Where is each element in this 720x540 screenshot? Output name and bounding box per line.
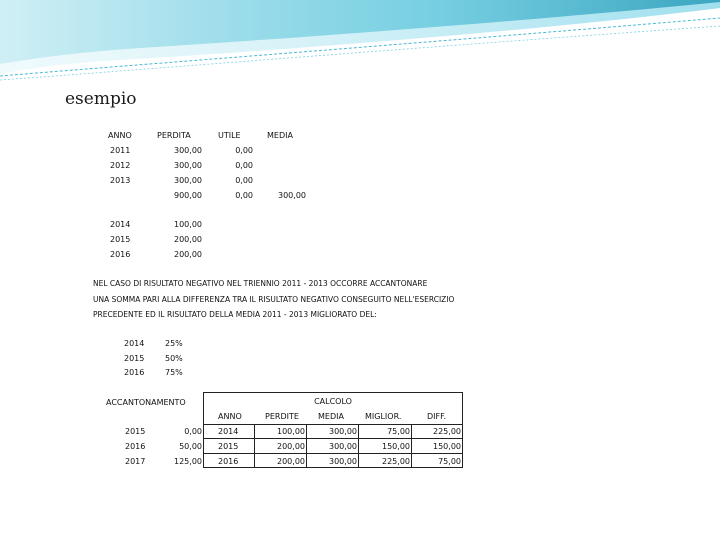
accantonamento-valore: 0,00 [184, 427, 202, 436]
calcolo-cell-anno: 2015 [218, 442, 239, 451]
calcolo-cell-anno: 2014 [218, 427, 239, 436]
calcolo-title: CALCOLO [314, 397, 352, 406]
header-media: MEDIA [267, 131, 293, 140]
accantonamento-valore: 125,00 [174, 457, 202, 466]
slide-title: esempio [65, 89, 137, 109]
pct-anno: 2015 [124, 354, 145, 363]
total-media: 300,00 [278, 191, 306, 200]
header-anno: ANNO [108, 131, 132, 140]
row-divider [203, 453, 463, 454]
calcolo-header-diff: DIFF. [427, 412, 446, 421]
column-divider [358, 424, 359, 468]
calcolo-cell-media: 300,00 [329, 457, 357, 466]
row-divider [203, 438, 463, 439]
list-item-valore: 200,00 [174, 235, 202, 244]
accantonamento-valore: 50,00 [179, 442, 202, 451]
accantonamento-anno: 2017 [125, 457, 146, 466]
accantonamento-anno: 2016 [125, 442, 146, 451]
total-utile: 0,00 [235, 191, 253, 200]
calcolo-cell-perdite: 100,00 [277, 427, 305, 436]
list-item-anno: 2016 [110, 250, 131, 259]
table-row-utile: 0,00 [235, 146, 253, 155]
list-item-valore: 100,00 [174, 220, 202, 229]
row-divider [203, 424, 463, 425]
calcolo-cell-diff: 75,00 [438, 457, 461, 466]
calcolo-cell-anno: 2016 [218, 457, 239, 466]
calcolo-cell-miglior: 75,00 [387, 427, 410, 436]
note-line: NEL CASO DI RISULTATO NEGATIVO NEL TRIENNIO 2011 - 2013 OCCORRE ACCANTONARE [93, 279, 428, 288]
pct-value: 50% [165, 354, 183, 363]
pct-value: 25% [165, 339, 183, 348]
table-row-utile: 0,00 [235, 161, 253, 170]
note-line: UNA SOMMA PARI ALLA DIFFERENZA TRA IL RISULTATO NEGATIVO CONSEGUITO NELL'ESERCIZIO [93, 295, 455, 304]
calcolo-cell-diff: 225,00 [433, 427, 461, 436]
list-item-anno: 2014 [110, 220, 131, 229]
list-item-anno: 2015 [110, 235, 131, 244]
accantonamento-anno: 2015 [125, 427, 146, 436]
column-divider [411, 424, 412, 468]
pct-anno: 2016 [124, 368, 145, 377]
column-divider [306, 424, 307, 468]
header-utile: UTILE [218, 131, 241, 140]
table-row-perdita: 300,00 [174, 146, 202, 155]
calcolo-cell-perdite: 200,00 [277, 442, 305, 451]
table-row-perdita: 300,00 [174, 161, 202, 170]
note-line: PRECEDENTE ED IL RISULTATO DELLA MEDIA 2011 - 2013 MIGLIORATO DEL: [93, 310, 377, 319]
header-wave-decoration [0, 0, 720, 90]
calcolo-header-media: MEDIA [318, 412, 344, 421]
calcolo-header-perdite: PERDITE [265, 412, 299, 421]
header-perdita: PERDITA [157, 131, 191, 140]
calcolo-cell-miglior: 150,00 [382, 442, 410, 451]
list-item-valore: 200,00 [174, 250, 202, 259]
pct-anno: 2014 [124, 339, 145, 348]
accantonamento-label: ACCANTONAMENTO [106, 398, 186, 407]
table-row-anno: 2011 [110, 146, 131, 155]
calcolo-header-anno: ANNO [218, 412, 242, 421]
calcolo-cell-diff: 150,00 [433, 442, 461, 451]
calcolo-cell-media: 300,00 [329, 442, 357, 451]
total-perdita: 900,00 [174, 191, 202, 200]
table-row-perdita: 300,00 [174, 176, 202, 185]
table-row-anno: 2013 [110, 176, 131, 185]
table-row-utile: 0,00 [235, 176, 253, 185]
calcolo-cell-media: 300,00 [329, 427, 357, 436]
pct-value: 75% [165, 368, 183, 377]
table-row-anno: 2012 [110, 161, 131, 170]
calcolo-header-miglior: MIGLIOR. [365, 412, 402, 421]
calcolo-cell-perdite: 200,00 [277, 457, 305, 466]
calcolo-cell-miglior: 225,00 [382, 457, 410, 466]
column-divider [254, 424, 255, 468]
